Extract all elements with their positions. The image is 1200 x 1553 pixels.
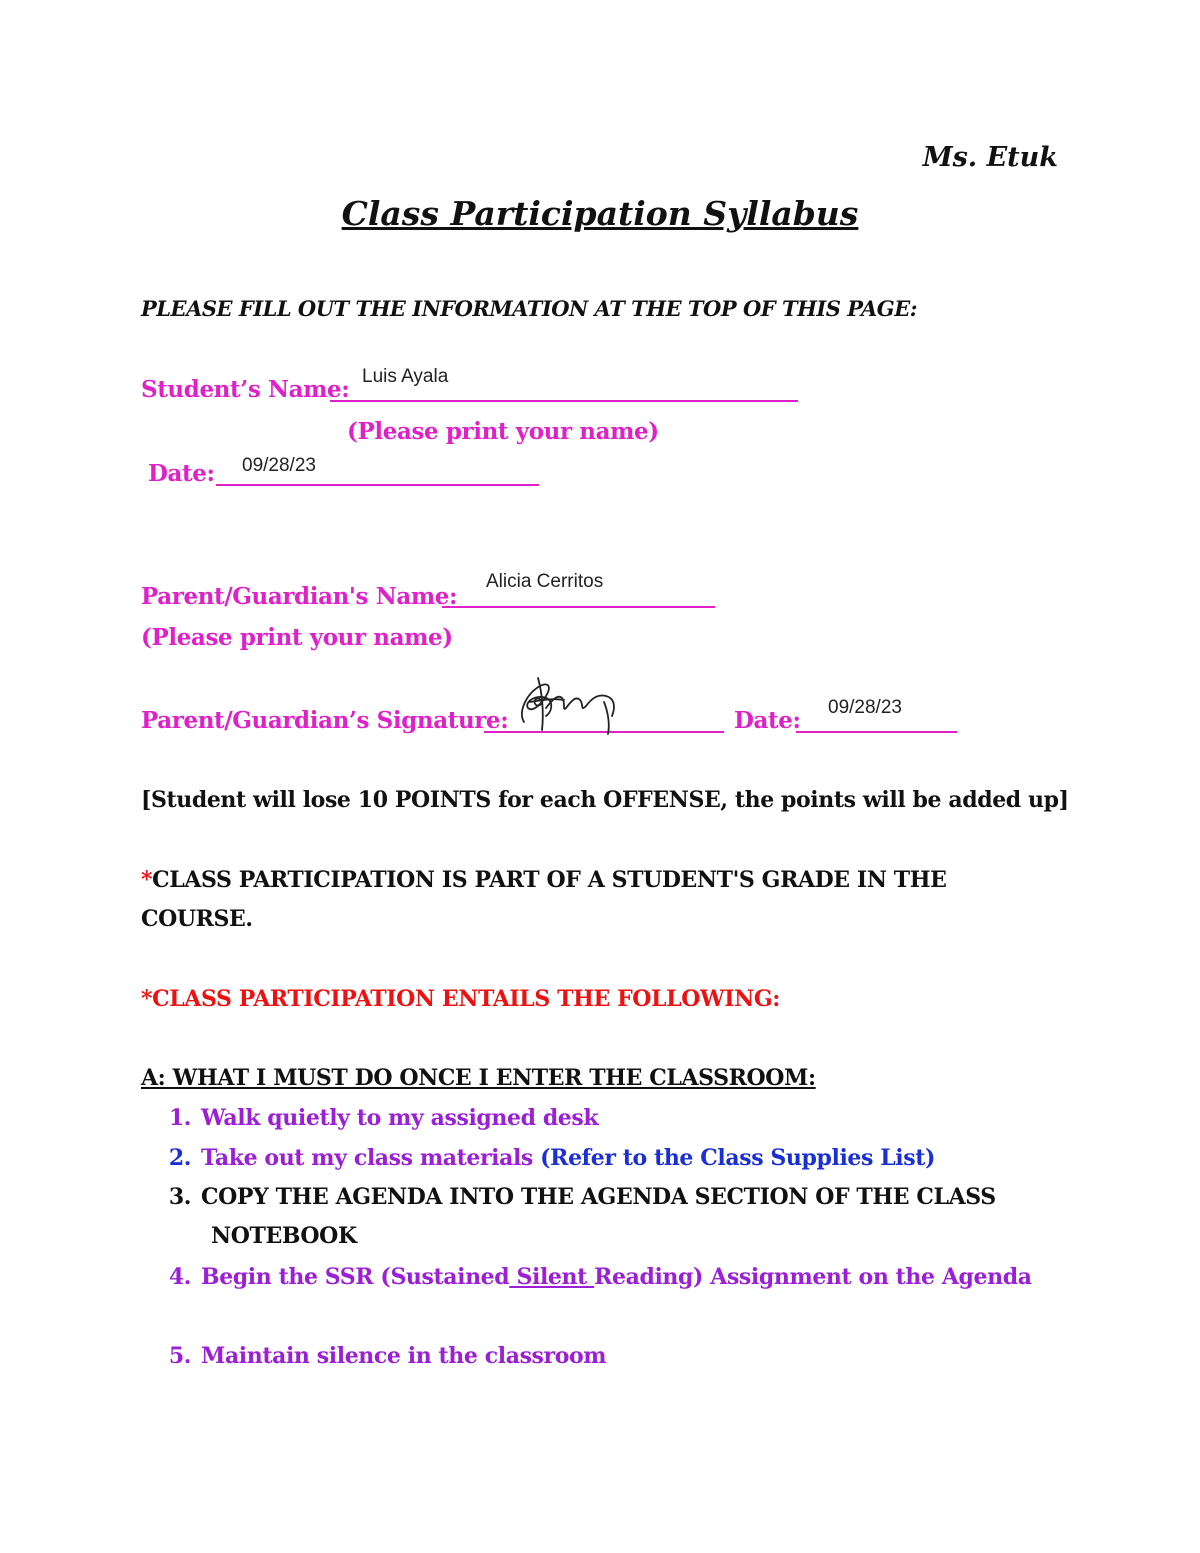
list-item: [131, 1264, 1032, 1290]
grade-note-line1: [141, 867, 947, 893]
signature-label: Parent/Guardian’s Signature:: [141, 707, 509, 734]
teacher-name: Ms. Etuk: [922, 142, 1058, 173]
list-item-text: [201, 1145, 935, 1171]
grade-note-line2: COURSE.: [141, 906, 253, 932]
asterisk: *: [141, 867, 153, 893]
list-item: [131, 1184, 996, 1210]
section-a-heading: A: WHAT I MUST DO ONCE I ENTER THE CLASSROOM:: [141, 1065, 816, 1091]
grade-note-text: CLASS PARTICIPATION IS PART OF A STUDENT'S GRADE IN THE: [152, 867, 947, 893]
parent-name-line: [442, 606, 715, 608]
list-number: 1.: [168, 1105, 191, 1131]
parent-name-field[interactable]: Alicia Cerritos: [486, 571, 604, 592]
list-item-continuation: NOTEBOOK: [211, 1223, 357, 1249]
signature-date-line: [796, 731, 957, 733]
list-number: 2.: [168, 1145, 191, 1171]
list-item: [131, 1105, 598, 1131]
list-number: 3.: [168, 1184, 191, 1210]
signature-date-label: Date:: [734, 707, 801, 734]
date-line: [216, 484, 539, 486]
date-label: Date:: [148, 460, 215, 487]
date-field[interactable]: 09/28/23: [242, 455, 316, 476]
signature-image[interactable]: [516, 672, 626, 742]
parent-name-label: Parent/Guardian's Name:: [141, 583, 458, 610]
list-item-text: Walk quietly to my assigned desk: [201, 1105, 599, 1131]
list-item-text: Maintain silence in the classroom: [201, 1343, 607, 1369]
list-number: 5.: [168, 1343, 191, 1369]
instruction-text: PLEASE FILL OUT THE INFORMATION AT THE TOP OF THIS PAGE:: [141, 296, 917, 321]
list-item-text-underlined: Silent: [509, 1264, 595, 1290]
list-item: [131, 1145, 935, 1171]
list-item-text: COPY THE AGENDA INTO THE AGENDA SECTION OF THE CLASS: [201, 1184, 996, 1210]
student-name-field[interactable]: Luis Ayala: [362, 366, 449, 387]
list-item: [131, 1343, 606, 1369]
list-item-text-c: Reading) Assignment on the Agenda: [594, 1264, 1032, 1290]
page-title: Class Participation Syllabus: [341, 194, 859, 233]
list-item-text-reference: (Refer to the Class Supplies List): [540, 1145, 936, 1171]
list-item-text-part: Take out my class materials: [201, 1145, 541, 1171]
student-name-label: Student’s Name:: [141, 376, 350, 403]
student-name-line: [330, 400, 798, 402]
entails-heading: *CLASS PARTICIPATION ENTAILS THE FOLLOWING:: [141, 986, 780, 1012]
list-number: 4.: [168, 1264, 191, 1290]
penalty-note: [Student will lose 10 POINTS for each OFFENSE, the points will be added up]: [141, 787, 1069, 813]
list-item-text-a: Begin the SSR (Sustained: [201, 1264, 510, 1290]
signature-date-field[interactable]: 09/28/23: [828, 697, 902, 718]
student-name-hint: (Please print your name): [347, 418, 659, 445]
parent-name-hint: (Please print your name): [141, 624, 453, 651]
